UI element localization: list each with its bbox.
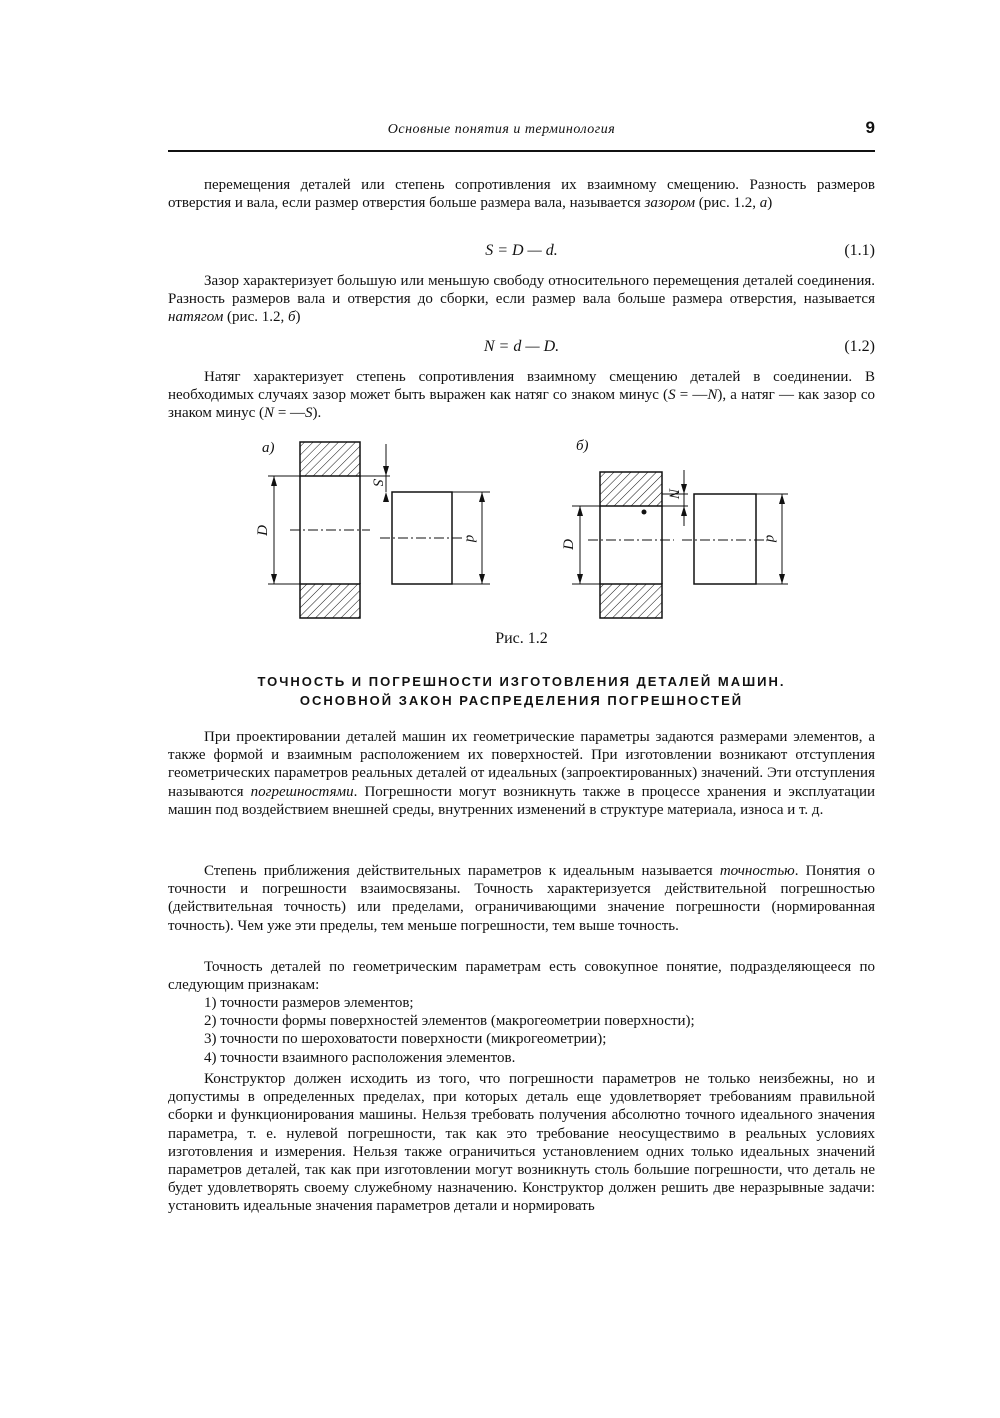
- figure-1-2: [240, 430, 800, 630]
- symbol-S-2: S: [305, 405, 313, 422]
- formula-1-1-expression: S = D — d.: [485, 242, 558, 259]
- term-gap: зазором: [644, 195, 696, 212]
- accuracy-text: Степень приближения действительных параметров к идеальным называется: [204, 863, 720, 879]
- section-heading: [168, 672, 875, 710]
- clearance-text: Зазор характеризует большую или меньшую свободу относительного перемещения деталей соединения. Разность размеров вала и отверстия до сборки, если размер вала больше размера отверстия, называется: [168, 273, 875, 308]
- list-item: 4) точности взаимного расположения элементов.: [204, 1049, 516, 1066]
- symbol-N-2: N: [264, 405, 275, 422]
- term-errors: погрешностями: [250, 783, 354, 800]
- clearance-text-3: ): [295, 309, 301, 326]
- accuracy-paragraph: [168, 862, 875, 935]
- term-interference: натягом: [168, 309, 224, 326]
- intro-text: перемещения деталей или степень сопротивления их взаимному смещению. Разность размеров отверстия и вала, если размер отверстия больше размера вала, называется: [168, 177, 875, 212]
- interference-text-4: = —: [274, 405, 306, 422]
- formula-1-2: [168, 338, 875, 358]
- hole-wall-bottom-b: [600, 584, 662, 618]
- running-title: Основные понятия и терминология: [387, 122, 616, 137]
- accuracy-text-2: . Понятия о точности и погрешности взаимосвязаны. Точность характеризуется действительной погрешностью (действительная точность) или пределами, ограничивающими значение погрешности (нормированная точность). Чем уже эти пределы, тем меньше погрешности, тем выше точность.: [168, 863, 875, 934]
- page-header: [168, 118, 875, 152]
- interference-text: Натяг характеризует степень сопротивления взаимному смещению деталей в соединении. В необходимых случаях зазор может быть выражен как натяг со знаком минус (: [168, 369, 875, 404]
- section-heading-line-2: ОСНОВНОЙ ЗАКОН РАСПРЕДЕЛЕНИЯ ПОГРЕШНОСТЕЙ: [299, 693, 744, 708]
- errors-paragraph: [168, 728, 875, 819]
- list-item: 2) точности формы поверхностей элементов (макрогеометрии поверхности);: [204, 1013, 695, 1030]
- dim-label-d-a: d: [462, 534, 479, 543]
- symbol-N: N: [707, 387, 718, 404]
- hole-wall-top-b: [600, 472, 662, 506]
- clearance-text-2: (рис. 1.2,: [223, 309, 288, 326]
- hole-wall-bottom-a: [300, 584, 360, 618]
- subfigure-label-b: б): [576, 438, 589, 454]
- criteria-paragraph: Точность деталей по геометрическим параметрам есть совокупное понятие, подразделяющееся по следующим признакам:: [168, 959, 875, 994]
- formula-1-1-number: (1.1): [844, 242, 875, 259]
- section-heading-line-1: ТОЧНОСТЬ И ПОГРЕШНОСТИ ИЗГОТОВЛЕНИЯ ДЕТАЛЕЙ МАШИН.: [257, 674, 786, 689]
- interference-text-2: = —: [675, 387, 708, 404]
- hole-wall-top-a: [300, 442, 360, 476]
- dim-label-D-a: D: [254, 525, 271, 536]
- dim-label-D-b: D: [560, 539, 577, 550]
- errors-text: При проектировании деталей машин их геометрические параметры задаются размерами элементов, а также формой и взаимным расположением их поверхностей. При изготовлении возникают отступления геометрических параметров реальных деталей от идеальных (запроектированных) значений. Эти отступления называются: [168, 729, 875, 800]
- intro-text-2: (рис. 1.2,: [695, 195, 760, 212]
- page-number: 9: [865, 118, 875, 137]
- fit-diagram: [240, 430, 800, 630]
- accuracy-criteria-list: [204, 994, 875, 1067]
- clearance-paragraph: [168, 272, 875, 327]
- shaft-b: [694, 494, 756, 584]
- diagram-a-clearance: [268, 442, 490, 618]
- list-item: 3) точности по шероховатости поверхности (микрогеометрии);: [204, 1031, 607, 1048]
- figure-ref-a: а: [759, 195, 768, 212]
- formula-1-1: [168, 242, 875, 262]
- designer-paragraph: Конструктор должен исходить из того, что погрешности параметров не только неизбежны, но и допустимы в определенных пределах, при которых деталь еще удовлетворяет требованиям правильной сборки и функционирования машины. Нельзя требовать получения абсолютно точного идеального значения параметра, т. е. нулевой погрешности, так как это требование неосуществимо в реальных условиях изготовления и измерения. Нельзя также ограничиться установлением одних только идеальных значений параметров деталей, так как при изготовлении могут возникнуть столь большие погрешности, что деталь не будет удовлетворять своему служебному назначению. Конструктор должен решить две неразрывные задачи: установить идеальные значения параметров детали и нормировать: [168, 1071, 875, 1215]
- interference-text-5: ).: [312, 405, 322, 422]
- intro-paragraph: [168, 176, 875, 212]
- subfigure-label-a: а): [262, 440, 275, 456]
- symbol-S: S: [668, 387, 676, 404]
- list-item: 1) точности размеров элементов;: [204, 995, 414, 1011]
- formula-1-2-number: (1.2): [844, 338, 875, 355]
- dim-label-S: S: [369, 478, 386, 487]
- dim-label-N: N: [665, 488, 682, 499]
- figure-caption: Рис. 1.2: [495, 630, 548, 647]
- formula-1-2-expression: N = d — D.: [483, 338, 560, 355]
- dim-label-d-b: d: [762, 534, 779, 543]
- term-accuracy: точностью: [719, 863, 795, 879]
- interference-paragraph: [168, 368, 875, 423]
- figure-ref-b: б: [287, 309, 296, 326]
- interference-text-3: ), а натяг — как зазор со знаком минус (: [168, 387, 875, 422]
- errors-text-2: . Погрешности могут возникнуть также в процессе хранения и эксплуатации машин под воздействием внешней среды, внутренних изменений в структуре материала, износа и т. д.: [168, 783, 875, 818]
- intro-text-3: ): [767, 195, 773, 212]
